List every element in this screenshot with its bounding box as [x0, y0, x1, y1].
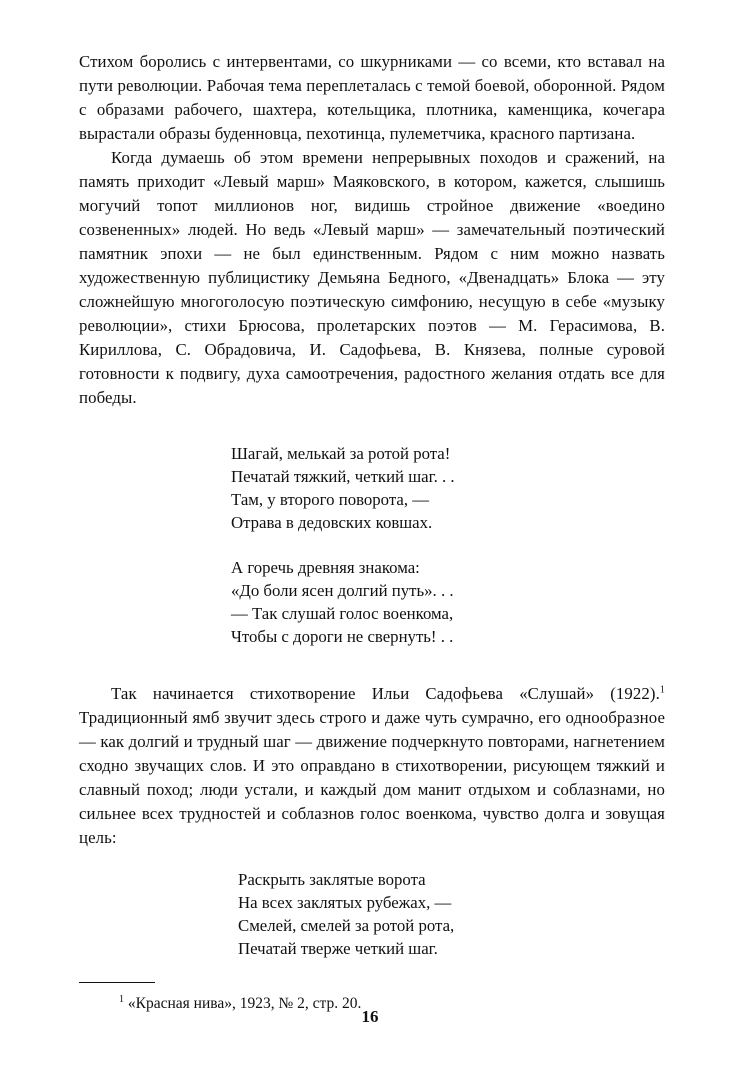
footnote-text: «Красная нива», 1923, № 2, стр. 20. [127, 995, 362, 1012]
poem-line: Там, у второго поворота, — [231, 490, 430, 509]
poem-line: Смелей, смелей за ротой рота, [238, 916, 455, 935]
page-body [79, 50, 665, 1015]
poem-line: Печатай тверже четкий шаг. [238, 939, 438, 958]
poem-line: «До боли ясен долгий путь». . . [231, 581, 454, 600]
poem-line: Чтобы с дороги не свернуть! . . [231, 627, 454, 646]
paragraph-3-rest: Традиционный ямб звучит здесь строго и даже чуть сумрачно, его однообразное — как долгий и трудный шаг — движение подчеркнуто повторами, нагнетением сходно звучащих слов. И это оправдано в стихотворении, рисующем тяжкий и славный поход; люди устали, и каждый дом манит отдыхом и соблазнами, но сильнее всех трудностей и соблазнов голос военкома, чувство долга и зовущая цель: [79, 708, 665, 847]
footnote-divider [79, 982, 155, 983]
poem-line: Печатай тяжкий, четкий шаг. . . [231, 467, 455, 486]
poem-line: Раскрыть заклятые ворота [238, 870, 426, 889]
page-number: 16 [361, 1007, 379, 1026]
poem-line: — Так слушай голос военкома, [231, 604, 454, 623]
poem-line: Отрава в дедовских ковшах. [231, 513, 433, 532]
poem-excerpt-2 [238, 868, 665, 960]
poem-line: А горечь древняя знакома: [231, 558, 420, 577]
footnote-reference: 1 [659, 684, 665, 696]
paragraph-1: Стихом боролись с интервентами, со шкурниками — со всеми, кто вставал на пути революции. Рабочая тема переплеталась с темой боевой, оборонной. Рядом с образами рабочего, шахтера, котельщика, плотника, каменщика, кочегара вырастали образы буденновца, пехотинца, пулеметчика, красного партизана. [79, 52, 665, 143]
poem-line: Шагай, мелькай за ротой рота! [231, 444, 451, 463]
poem-stanza-2 [231, 556, 665, 648]
paragraph-3-start: Так начинается стихотворение Ильи Садофьева «Слушай» (1922). [111, 684, 660, 703]
poem-excerpt-1 [231, 442, 665, 648]
poem-stanza-3 [238, 868, 665, 960]
poem-line: На всех заклятых рубежах, — [238, 893, 452, 912]
poem-stanza-1 [231, 442, 665, 534]
paragraph-3 [79, 682, 665, 850]
footnote-marker: 1 [119, 993, 124, 1005]
paragraph-2: Когда думаешь об этом времени непрерывных походов и сражений, на память приходит «Левый марш» Маяковского, в котором, кажется, слышишь могучий топот миллионов ног, видишь стройное движение «воедино созвененных» людей. Но ведь «Левый марш» — замечательный поэтический памятник эпохи — не был единственным. Рядом с ним можно назвать художественную публицистику Демьяна Бедного, «Двенадцать» Блока — эту сложнейшую многоголосую поэтическую симфонию, несущую в себе «музыку революции», стихи Брюсова, пролетарских поэтов — М. Герасимова, В. Кириллова, С. Обрадовича, И. Садофьева, В. Князева, полные суровой готовности к подвигу, духа самоотречения, радостного желания отдать все для победы. [79, 148, 665, 407]
